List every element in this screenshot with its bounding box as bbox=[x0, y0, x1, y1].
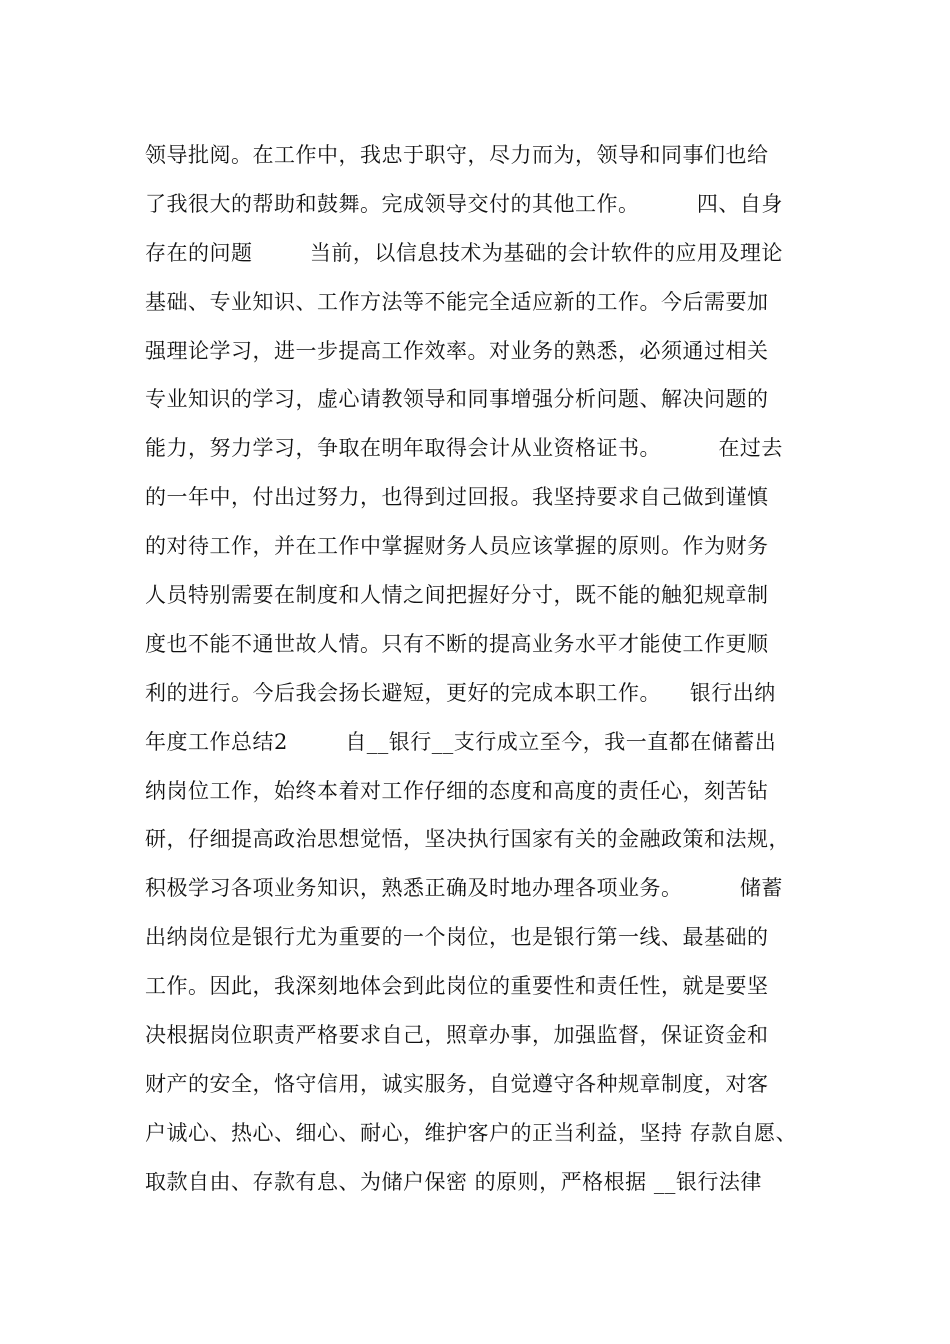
text-line: 基础、专业知识、工作方法等不能完全适应新的工作。今后需要加 bbox=[145, 289, 769, 314]
text-line: 积极学习各项业务知识，熟悉正确及时地办理各项业务。 储蓄 bbox=[145, 876, 783, 901]
text-line: 年度工作总结2 自__银行__支行成立至今，我一直都在储蓄出 bbox=[145, 729, 777, 754]
text-line: 的对待工作，并在工作中掌握财务人员应该掌握的原则。作为财务 bbox=[145, 534, 769, 559]
body-text bbox=[145, 131, 835, 1207]
text-line: 强理论学习，进一步提高工作效率。对业务的熟悉，必须通过相关 bbox=[145, 338, 769, 363]
text-line: 人员特别需要在制度和人情之间把握好分寸，既不能的触犯规章制 bbox=[145, 583, 769, 608]
text-line: 专业知识的学习，虚心请教领导和同事增强分析问题、解决问题的 bbox=[145, 387, 769, 412]
text-line: 出纳岗位是银行尤为重要的一个岗位，也是银行第一线、最基础的 bbox=[145, 925, 769, 950]
text-line: 研，仔细提高政治思想觉悟，坚决执行国家有关的金融政策和法规， bbox=[145, 827, 790, 852]
text-line: 的一年中，付出过努力，也得到过回报。我坚持要求自己做到谨慎 bbox=[145, 485, 769, 510]
text-line: 利的进行。今后我会扬长避短，更好的完成本职工作。 银行出纳 bbox=[145, 680, 776, 705]
text-line: 领导批阅。在工作中，我忠于职守，尽力而为，领导和同事们也给 bbox=[145, 143, 769, 167]
text-line: 了我很大的帮助和鼓舞。完成领导交付的其他工作。 四、自身 bbox=[145, 191, 783, 216]
text-line: 户诚心、热心、细心、耐心，维护客户的正当利益，坚持 存款自愿、 bbox=[145, 1120, 798, 1145]
text-line: 能力，努力学习，争取在明年取得会计从业资格证书。 在过去 bbox=[145, 436, 783, 461]
text-line: 存在的问题 当前，以信息技术为基础的会计软件的应用及理论 bbox=[145, 240, 783, 265]
text-line: 工作。因此，我深刻地体会到此岗位的重要性和责任性，就是要坚 bbox=[145, 974, 769, 999]
text-line: 度也不能不通世故人情。只有不断的提高业务水平才能使工作更顺 bbox=[145, 631, 769, 656]
text-line: 取款自由、存款有息、为储户保密 的原则，严格根据 __银行法律 bbox=[145, 1169, 762, 1194]
text-line: 纳岗位工作，始终本着对工作仔细的态度和高度的责任心，刻苦钻 bbox=[145, 778, 769, 803]
text-line: 决根据岗位职责严格要求自己，照章办事，加强监督，保证资金和 bbox=[145, 1023, 769, 1048]
text-line: 财产的安全，恪守信用，诚实服务，自觉遵守各种规章制度，对客 bbox=[145, 1071, 769, 1096]
